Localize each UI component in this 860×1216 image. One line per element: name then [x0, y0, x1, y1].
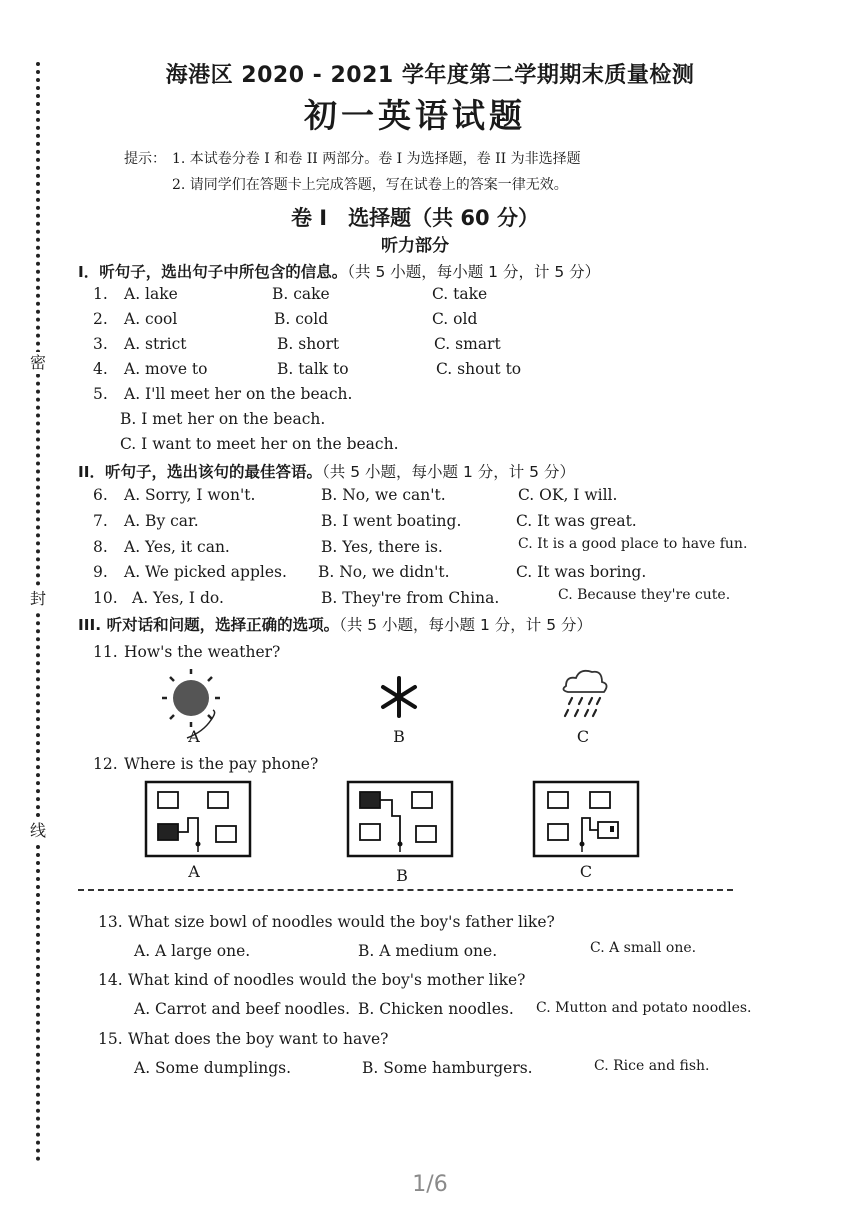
q14-option-c: C. Mutton and potato noodles. [536, 1000, 752, 1016]
cut-dashed-line [78, 889, 733, 891]
q10-option-b: B. They're from China. [321, 589, 500, 607]
volume-title: 卷 I 选择题（共 60 分） [291, 206, 539, 230]
q6-option-c: C. OK, I will. [518, 486, 618, 504]
exam-subtitle: 初一英语试题 [304, 96, 526, 135]
q11-label-a: A [188, 727, 200, 746]
q2-option-a: A. cool [124, 310, 178, 328]
tip-line-1: 1. 本试卷分卷 I 和卷 II 两部分。卷 I 为选择题，卷 II 为非选择题 [172, 151, 581, 167]
q12-number: 12. [93, 755, 118, 773]
q6-option-a: A. Sorry, I won't. [124, 486, 256, 504]
q13-option-c: C. A small one. [590, 940, 697, 956]
q14-number: 14. [98, 971, 123, 989]
q5-option-b: B. I met her on the beach. [120, 410, 326, 428]
q6-option-b: B. No, we can't. [321, 486, 446, 504]
q8-option-a: A. Yes, it can. [124, 538, 230, 556]
q3-option-c: C. smart [434, 335, 501, 353]
q8-option-c: C. It is a good place to have fun. [518, 536, 748, 552]
q7-option-b: B. I went boating. [321, 512, 462, 530]
q13-option-b: B. A medium one. [358, 942, 498, 960]
q12-label-b: B [396, 866, 408, 885]
q14-option-b: B. Chicken noodles. [358, 1000, 514, 1018]
section-1-heading [78, 260, 600, 282]
q9-option-b: B. No, we didn't. [318, 563, 450, 581]
q11-label-b: B [393, 727, 405, 746]
q7-option-c: C. It was great. [516, 512, 637, 530]
section-1-title: I．听句子，选出句子中所包含的信息。 [78, 263, 348, 281]
map-option-b [346, 780, 456, 860]
page-indicator: 1/6 [412, 1172, 448, 1197]
q7-option-a: A. By car. [124, 512, 199, 530]
q6-number: 6. [93, 486, 108, 504]
q5-number: 5. [93, 385, 108, 403]
q10-number: 10. [93, 589, 118, 607]
q15-text: What does the boy want to have? [128, 1030, 389, 1048]
q9-option-a: A. We picked apples. [124, 563, 287, 581]
q9-option-c: C. It was boring. [516, 563, 647, 581]
q3-option-a: A. strict [124, 335, 187, 353]
section-2-note: （共 5 小题，每小题 1 分，计 5 分） [322, 463, 575, 481]
q14-option-a: A. Carrot and beef noodles. [134, 1000, 351, 1018]
q2-option-c: C. old [432, 310, 478, 328]
q13-number: 13. [98, 913, 123, 931]
q11-label-c: C [576, 727, 590, 746]
q1-option-a: A. lake [124, 285, 178, 303]
q9-number: 9. [93, 563, 108, 581]
q3-number: 3. [93, 335, 108, 353]
q15-option-c: C. Rice and fish. [594, 1058, 710, 1074]
q10-option-c: C. Because they're cute. [558, 587, 731, 603]
q5-option-a: A. I'll meet her on the beach. [124, 385, 353, 403]
q2-option-b: B. cold [274, 310, 329, 328]
q4-number: 4. [93, 360, 108, 378]
section-3-note: （共 5 小题，每小题 1 分，计 5 分） [339, 616, 592, 634]
binding-char-feng: 封 [26, 588, 50, 610]
binding-char-xian: 线 [26, 820, 50, 842]
q8-number: 8. [93, 538, 108, 556]
snowflake-icon [375, 674, 425, 720]
tip-label: 提示： [124, 151, 166, 167]
rain-icon [556, 666, 612, 722]
q12-text: Where is the pay phone? [124, 755, 319, 773]
section-3-heading [78, 613, 592, 635]
q15-option-b: B. Some hamburgers. [362, 1059, 533, 1077]
q8-option-b: B. Yes, there is. [321, 538, 443, 556]
q11-number: 11. [93, 643, 118, 661]
q12-label-a: A [188, 862, 200, 881]
q7-number: 7. [93, 512, 108, 530]
q14-text: What kind of noodles would the boy's mother like? [128, 971, 526, 989]
tip-line-2: 2. 请同学们在答题卡上完成答题，写在试卷上的答案一律无效。 [172, 177, 568, 193]
q15-option-a: A. Some dumplings. [134, 1059, 292, 1077]
q1-number: 1. [93, 285, 108, 303]
section-2-heading [78, 460, 575, 482]
q15-number: 15. [98, 1030, 123, 1048]
map-option-c [532, 780, 642, 860]
q4-option-b: B. talk to [277, 360, 349, 378]
binding-char-mi: 密 [26, 352, 50, 374]
q2-number: 2. [93, 310, 108, 328]
q13-option-a: A. A large one. [134, 942, 251, 960]
q1-option-b: B. cake [272, 285, 330, 303]
q12-label-c: C [579, 862, 593, 881]
map-option-a [144, 780, 254, 860]
q1-option-c: C. take [432, 285, 488, 303]
q4-option-c: C. shout to [436, 360, 522, 378]
q3-option-b: B. short [277, 335, 340, 353]
section-3-title: III. 听对话和问题，选择正确的选项。 [78, 616, 340, 634]
q11-text: How's the weather? [124, 643, 281, 661]
q13-text: What size bowl of noodles would the boy's father like? [128, 913, 555, 931]
exam-title: 海港区 2020 - 2021 学年度第二学期期末质量检测 [165, 63, 695, 88]
section-1-note: （共 5 小题，每小题 1 分，计 5 分） [347, 263, 601, 281]
q4-option-a: A. move to [124, 360, 208, 378]
q10-option-a: A. Yes, I do. [132, 589, 224, 607]
volume-subtitle: 听力部分 [381, 236, 449, 256]
q5-option-c: C. I want to meet her on the beach. [120, 435, 399, 453]
section-2-title: II．听句子，选出该句的最佳答语。 [78, 463, 323, 481]
